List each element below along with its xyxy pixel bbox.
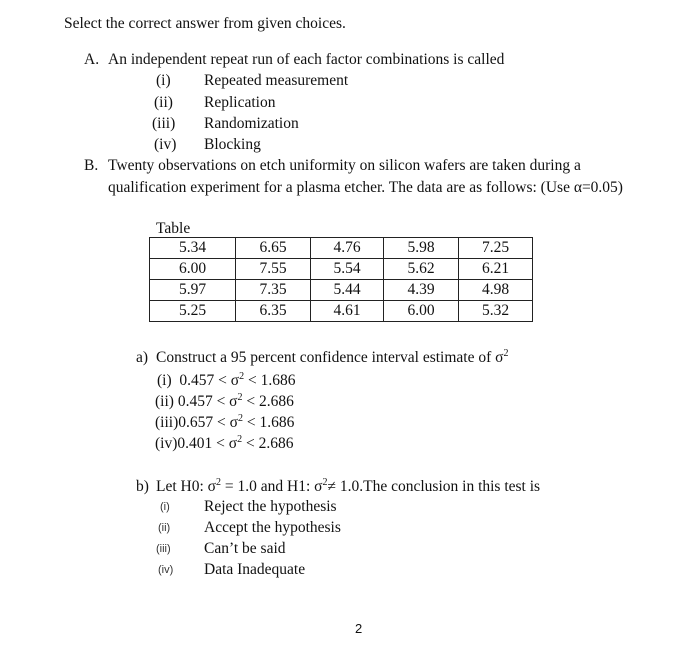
table-cell: 5.97 xyxy=(150,280,236,301)
sub-b-option-num: (iii) xyxy=(156,543,171,555)
table-cell: 5.44 xyxy=(311,280,384,301)
question-b-line2: qualification experiment for a plasma etcher. The data are as follows: (Use α=0.05) xyxy=(108,179,623,196)
table-cell: 7.35 xyxy=(236,280,311,301)
table-cell: 4.76 xyxy=(311,238,384,259)
sub-a-option: $(iv)0.401 < \sigma^2 < 2.686$ xyxy=(155,434,294,452)
sub-a-option: (i) $0.457 < \sigma^2 < 1.686$ xyxy=(157,371,296,389)
qa-option-num: (iii) xyxy=(152,115,176,132)
table-cell: 4.39 xyxy=(384,280,459,301)
table-cell: 4.98 xyxy=(459,280,533,301)
qa-option-text: Replication xyxy=(204,94,276,111)
qa-option-num: (iv) xyxy=(154,136,177,153)
table-row xyxy=(150,280,533,301)
sub-b-option-num: (ii) xyxy=(158,522,171,534)
sub-a-option: (ii) $0.457 < \sigma^2 < 2.686$ xyxy=(155,392,294,410)
table-caption: Table xyxy=(156,220,191,237)
question-a-letter: A. xyxy=(84,51,100,68)
qa-option-num: (ii) xyxy=(154,94,173,111)
page-title: Select the correct answer from given choices. xyxy=(64,15,346,32)
question-a-text: An independent repeat run of each factor combinations is called xyxy=(108,51,505,68)
qa-option-num: (i) xyxy=(156,72,171,89)
table-cell: 4.61 xyxy=(311,301,384,322)
sub-b-option-num: (i) xyxy=(160,501,170,513)
table-cell: 6.00 xyxy=(384,301,459,322)
table-cell: 6.65 xyxy=(236,238,311,259)
table-cell: 7.55 xyxy=(236,259,311,280)
table-cell: 6.21 xyxy=(459,259,533,280)
table-row xyxy=(150,238,533,259)
table-cell: 5.62 xyxy=(384,259,459,280)
sub-b-label: b) xyxy=(136,478,149,495)
sub-a-question: Construct a 95 percent confidence interval estimate of $\sigma^2$ xyxy=(156,348,509,366)
sub-b-question: Let H0: $\sigma^2 = 1.0$ and H1: $\sigma^2\ne 1.0.The$ conclusion in this test is xyxy=(156,477,541,495)
question-b-letter: B. xyxy=(84,157,99,174)
table-cell: 6.00 xyxy=(150,259,236,280)
table-cell: 5.34 xyxy=(150,238,236,259)
table-row xyxy=(150,259,533,280)
sub-a-option: $(iii)0.657 < \sigma^2 < 1.686$ xyxy=(155,413,295,431)
sub-b-option-text: Data Inadequate xyxy=(204,561,306,578)
qa-option-text: Randomization xyxy=(204,115,299,132)
table-cell: 6.35 xyxy=(236,301,311,322)
sub-b-option-num: (iv) xyxy=(158,564,174,576)
sub-a-label: a) xyxy=(136,349,149,366)
table-row xyxy=(150,301,533,322)
qa-option-text: Blocking xyxy=(204,136,261,153)
sub-b-option-text: Can’t be said xyxy=(204,540,286,557)
page-number: 2 xyxy=(355,621,363,636)
table-cell: 5.25 xyxy=(150,301,236,322)
table-cell: 5.98 xyxy=(384,238,459,259)
qa-option-text: Repeated measurement xyxy=(204,72,349,89)
table-cell: 7.25 xyxy=(459,238,533,259)
sub-b-option-text: Reject the hypothesis xyxy=(204,498,337,515)
sub-b-option-text: Accept the hypothesis xyxy=(204,519,341,536)
data-table xyxy=(149,237,533,322)
table-cell: 5.54 xyxy=(311,259,384,280)
question-b-line1: Twenty observations on etch uniformity on silicon wafers are taken during a xyxy=(108,157,581,174)
table-cell: 5.32 xyxy=(459,301,533,322)
